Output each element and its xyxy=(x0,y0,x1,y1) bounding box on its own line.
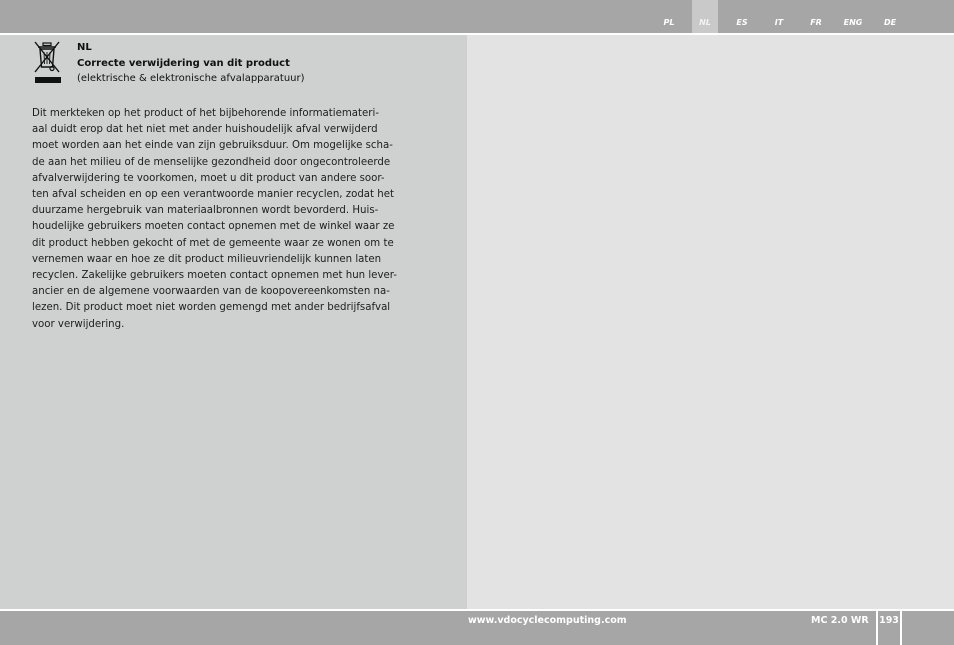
body-line: duurzame hergebruik van materiaalbronnen wordt bevorderd. Huis- xyxy=(32,205,379,217)
tab-lang-pl[interactable]: PL xyxy=(663,18,675,27)
crossed-out-wheelie-bin-icon xyxy=(32,39,62,85)
body-line: ten afval scheiden en op een verantwoorde manier recyclen, zodat het xyxy=(32,189,394,201)
tab-lang-it[interactable]: IT xyxy=(774,18,784,27)
section-header xyxy=(77,40,457,87)
top-language-bar xyxy=(0,0,954,33)
tab-lang-eng[interactable]: ENG xyxy=(843,18,863,27)
body-line: recyclen. Zakelijke gebruikers moeten contact opnemen met hun lever- xyxy=(32,270,397,282)
section-subtitle: (elektrische & elektronische afvalapparatuur) xyxy=(77,73,305,84)
model-name: MC 2.0 WR xyxy=(811,615,869,626)
body-line: de aan het milieu of de menselijke gezondheid door ongecontroleerde xyxy=(32,156,391,168)
body-line: ancier en de algemene voorwaarden van de koopovereenkomsten na- xyxy=(32,286,390,298)
section-title: Correcte verwijdering van dit product xyxy=(77,57,290,69)
body-line: vernemen waar en hoe ze dit product milieuvriendelijk kunnen laten xyxy=(32,253,382,265)
body-line: houdelijke gebruikers moeten contact opnemen met de winkel waar ze xyxy=(32,221,395,233)
tab-lang-de[interactable]: DE xyxy=(883,18,897,27)
body-line: aal duidt erop dat het niet met ander huishoudelijk afval verwijderd xyxy=(32,124,378,136)
language-code: NL xyxy=(77,42,92,53)
body-line: afvalverwijdering te voorkomen, moet u dit product van andere soor- xyxy=(32,172,385,184)
page-number: 193 xyxy=(879,615,899,626)
website-link[interactable]: www.vdocyclecomputing.com xyxy=(468,615,627,626)
tab-lang-fr[interactable]: FR xyxy=(810,18,822,27)
body-line: lezen. Dit product moet niet worden gemengd met ander bedrijfsafval xyxy=(32,302,391,314)
tab-lang-es[interactable]: ES xyxy=(736,18,748,27)
body-paragraph xyxy=(32,106,456,333)
body-line: Dit merkteken op het product of het bijbehorende informatiemateri- xyxy=(32,108,379,119)
body-line: voor verwijdering. xyxy=(32,318,125,330)
body-line: moet worden aan het einde van zijn gebruiksduur. Om mogelijke scha- xyxy=(32,140,393,152)
page-number-box xyxy=(876,611,902,645)
tab-lang-nl[interactable]: NL xyxy=(692,0,718,33)
footer-bar xyxy=(0,611,954,645)
content-panel xyxy=(0,35,467,609)
body-line: dit product hebben gekocht of met de gemeente waar ze wonen om te xyxy=(32,237,394,249)
